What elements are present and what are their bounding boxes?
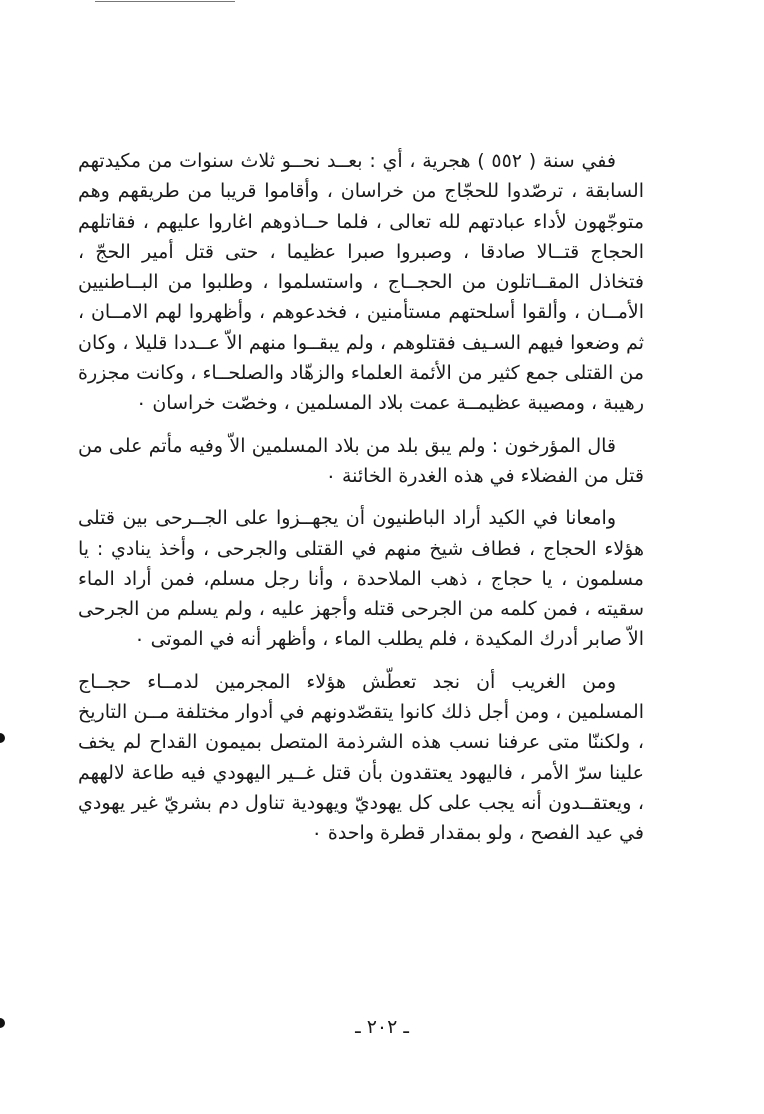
paragraph-2: قال المؤرخون : ولم يبق بلد من بلاد المسلمين الاّ وفيه مأتم على من قتل من الفضلاء في هذه الغدرة الخائنة ٠ <box>78 434 644 487</box>
top-rule <box>95 1 235 2</box>
document-body <box>78 146 644 849</box>
paragraph-4: ومن الغريب أن نجد تعطّش هؤلاء المجرمين لدمــاء حجــاج المسلمين ، ومن أجل ذلك كانوا يتقصّدونهم في أدوار مختلفة مــن التاريخ ، ولكننّا متى عرفنا نسب هذه الشرذمة المتصل بميمون القداح لم يخف علينا سرّ الأمر ، فاليهود يعتقدون بأن قتل غــير اليهودي فيه طاعة لالههم ، ويعتقــدون أنه يجب على كل يهوديّ ويهودية تناول دم بشريّ غير يهودي في عيد الفصح ، ولو بمقدار قطرة واحدة ٠ <box>78 670 644 845</box>
page-number: ـ ٢٠٢ ـ <box>355 1016 409 1038</box>
binding-mark-icon <box>0 733 5 743</box>
paragraph-3: وامعانا في الكيد أراد الباطنيون أن يجهــزوا على الجــرحى بين قتلى هؤلاء الحجاج ، فطاف شيخ منهم في القتلى والجرحى ، وأخذ ينادي : يا مسلمون ، يا حجاج ، ذهب الملاحدة ، وأنا رجل مسلم، فمن أراد الماء سقيته ، فمن كلمه من الجرحى قتله وأجهز عليه ، ولم يسلم من الجرحى الاّ صابر أدرك المكيدة ، فلم يطلب الماء ، وأظهر أنه في الموتى ٠ <box>78 507 644 651</box>
paragraph-1: ففي سنة ( ٥٥٢ ) هجرية ، أي : بعــد نحــو ثلاث سنوات من مكيدتهم السابقة ، ترصّدوا للحجّاج من خراسان ، وأقاموا قريبا من طريقهم وهم متوجّهون لأداء عبادتهم لله تعالى ، فلما حــاذوهم اغاروا عليهم ، فقاتلهم الحجاج قتــالا صادقا ، وصبروا صبرا عظيما ، حتى قتل أمير الحجّ ، فتخاذل المقــاتلون من الحجــاج ، واستسلموا ، وطلبوا من البــاطنيين الأمــان ، وألقوا أسلحتهم مستأمنين ، فخدعوهم ، وأظهروا لهم الامــان ، ثم وضعوا فيهم السـيف فقتلوهم ، ولم يبقــوا منهم الاّ عــددا قليلا ، وكان من القتلى جمع كثير من الأئمة العلماء والزهّاد والصلحــاء ، وكانت مجزرة رهيبة ، ومصيبة عظيمــة عمت بلاد المسلمين ، وخصّت خراسان ٠ <box>78 150 644 415</box>
